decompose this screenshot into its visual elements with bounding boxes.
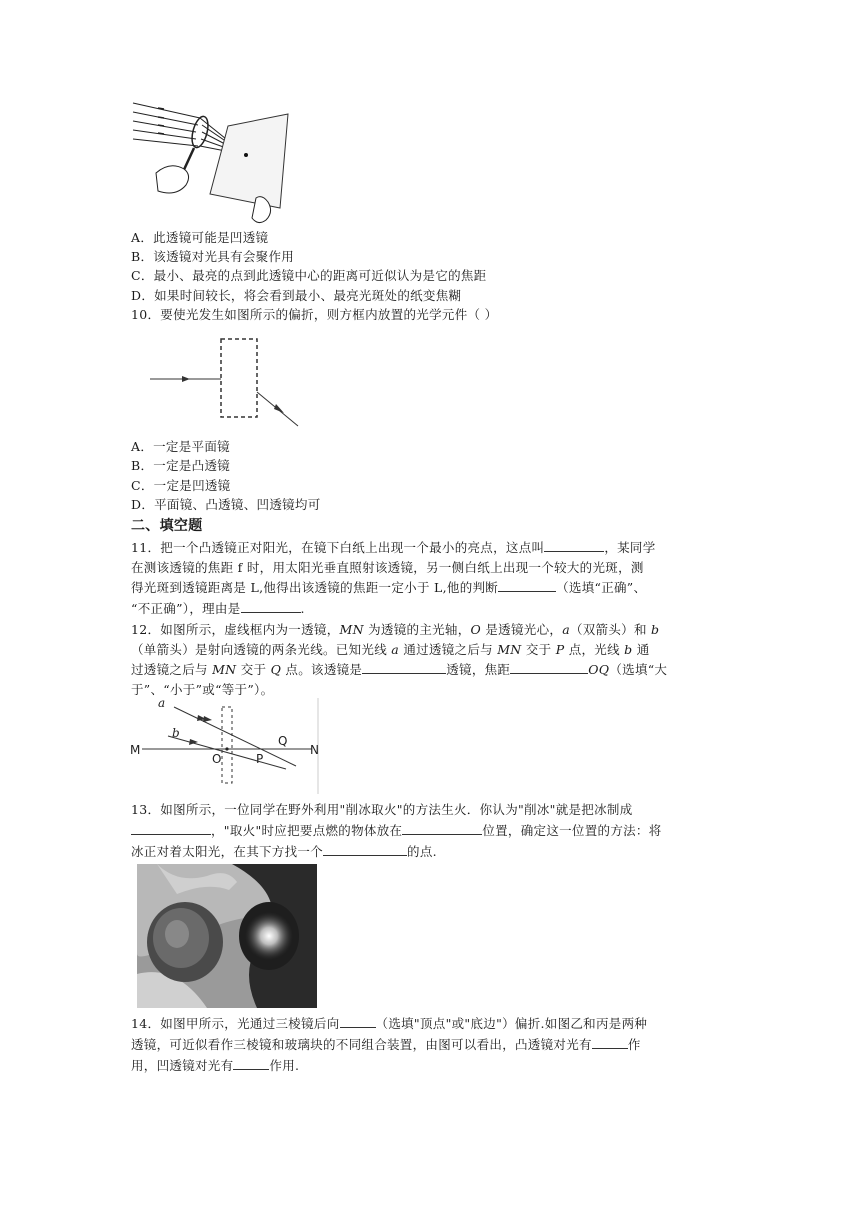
q11-line-1: 11．把一个凸透镜正对阳光，在镜下白纸上出现一个最小的亮点，这点叫 ，某同学 — [131, 540, 656, 555]
q12-line-1: 12．如图所示，虚线框内为一透镜，MN 为透镜的主光轴，O 是透镜光心，a（双箭头）和 b — [131, 622, 660, 637]
q13-line-2: ，"取火"时应把要点燃的物体放在 位置，确定这一位置的方法：将 — [131, 823, 662, 839]
q10-stem: 10．要使光发生如图所示的偏折，则方框内放置的光学元件（ ） — [131, 307, 498, 322]
q14-answer-blank-1[interactable] — [340, 1016, 376, 1028]
q11-line-2: 在测该透镜的焦距 f 时，用太阳光垂直照射该透镜，另一侧白纸上出现一个较大的光斑，测 — [131, 560, 644, 575]
q14-answer-blank-3[interactable] — [233, 1058, 269, 1070]
q11-answer-blank-1[interactable] — [544, 540, 604, 552]
q14-line-2: 透镜，可近似看作三棱镜和玻璃块的不同组合装置，由图可以看出，凸透镜对光有 作 — [131, 1037, 641, 1052]
q12-focal-length-blank[interactable] — [510, 662, 588, 674]
q12-line-3: 过透镜之后与 MN 交于 Q 点。该透镜是 透镜，焦距 OQ（选填“大 — [131, 662, 668, 677]
q13-answer-blank-1[interactable] — [131, 823, 211, 835]
q12-lens-type-blank[interactable] — [362, 662, 446, 674]
q13-answer-blank-2[interactable] — [402, 823, 482, 835]
q13-line-3: 冰正对着太阳光，在其下方找一个 的点. — [131, 844, 437, 859]
fig-label-o: O — [212, 752, 222, 766]
section-heading-fill-in: 二、填空题 — [131, 518, 203, 534]
q12-line-4: 于”、“小于”或“等于”）。 — [131, 682, 274, 697]
fig-label-p: P — [256, 752, 264, 766]
q10-option-a: A．一定是平面镜 — [131, 439, 230, 454]
q11-answer-blank-3[interactable] — [241, 601, 301, 613]
q11-line-3: 得光斑到透镜距离是 L,他得出该透镜的焦距一定小于 L,他的判断 （选填“正确”、 — [131, 580, 647, 595]
q13-answer-blank-3[interactable] — [323, 844, 407, 856]
ice-lens-photo — [137, 864, 317, 1008]
q11-answer-blank-2[interactable] — [498, 580, 556, 592]
lens-axis-figure — [128, 694, 324, 796]
fig-label-n: N — [310, 743, 319, 757]
q9-option-c: C．最小、最亮的点到此透镜中心的距离可近似认为是它的焦距 — [131, 268, 487, 283]
q14-line-1: 14．如图甲所示，光通过三棱镜后向 （选填"顶点"或"底边"）偏折.如图乙和丙是两种 — [131, 1016, 648, 1031]
fig-label-m: M — [130, 743, 141, 757]
fig-label-a: a — [158, 696, 166, 710]
deflection-box-figure — [148, 336, 308, 428]
q9-option-d: D．如果时间较长，将会看到最小、最亮光斑处的纸变焦糊 — [131, 288, 462, 303]
q13-line-1: 13．如图所示，一位同学在野外利用"削冰取火"的方法生火．你认为"削冰"就是把冰制成 — [131, 802, 633, 817]
q14-line-3: 用，凹透镜对光有 作用. — [131, 1058, 300, 1073]
q11-line-4: “不正确”），理由是 . — [131, 601, 305, 616]
q14-answer-blank-2[interactable] — [592, 1037, 628, 1049]
q10-option-b: B．一定是凸透镜 — [131, 458, 231, 473]
q12-line-2: （单箭头）是射向透镜的两条光线。已知光线 a 通过透镜之后与 MN 交于 P 点，光线 b 通 — [131, 642, 650, 657]
q9-option-b: B．该透镜对光具有会聚作用 — [131, 249, 295, 264]
fig-label-q: Q — [278, 734, 288, 748]
q10-option-c: C．一定是凹透镜 — [131, 478, 231, 493]
q10-option-d: D．平面镜、凸透镜、凹透镜均可 — [131, 497, 321, 512]
fig-label-b: b — [172, 726, 180, 740]
q9-option-a: A．此透镜可能是凹透镜 — [131, 230, 269, 245]
magnifier-sunlight-figure — [128, 98, 298, 226]
